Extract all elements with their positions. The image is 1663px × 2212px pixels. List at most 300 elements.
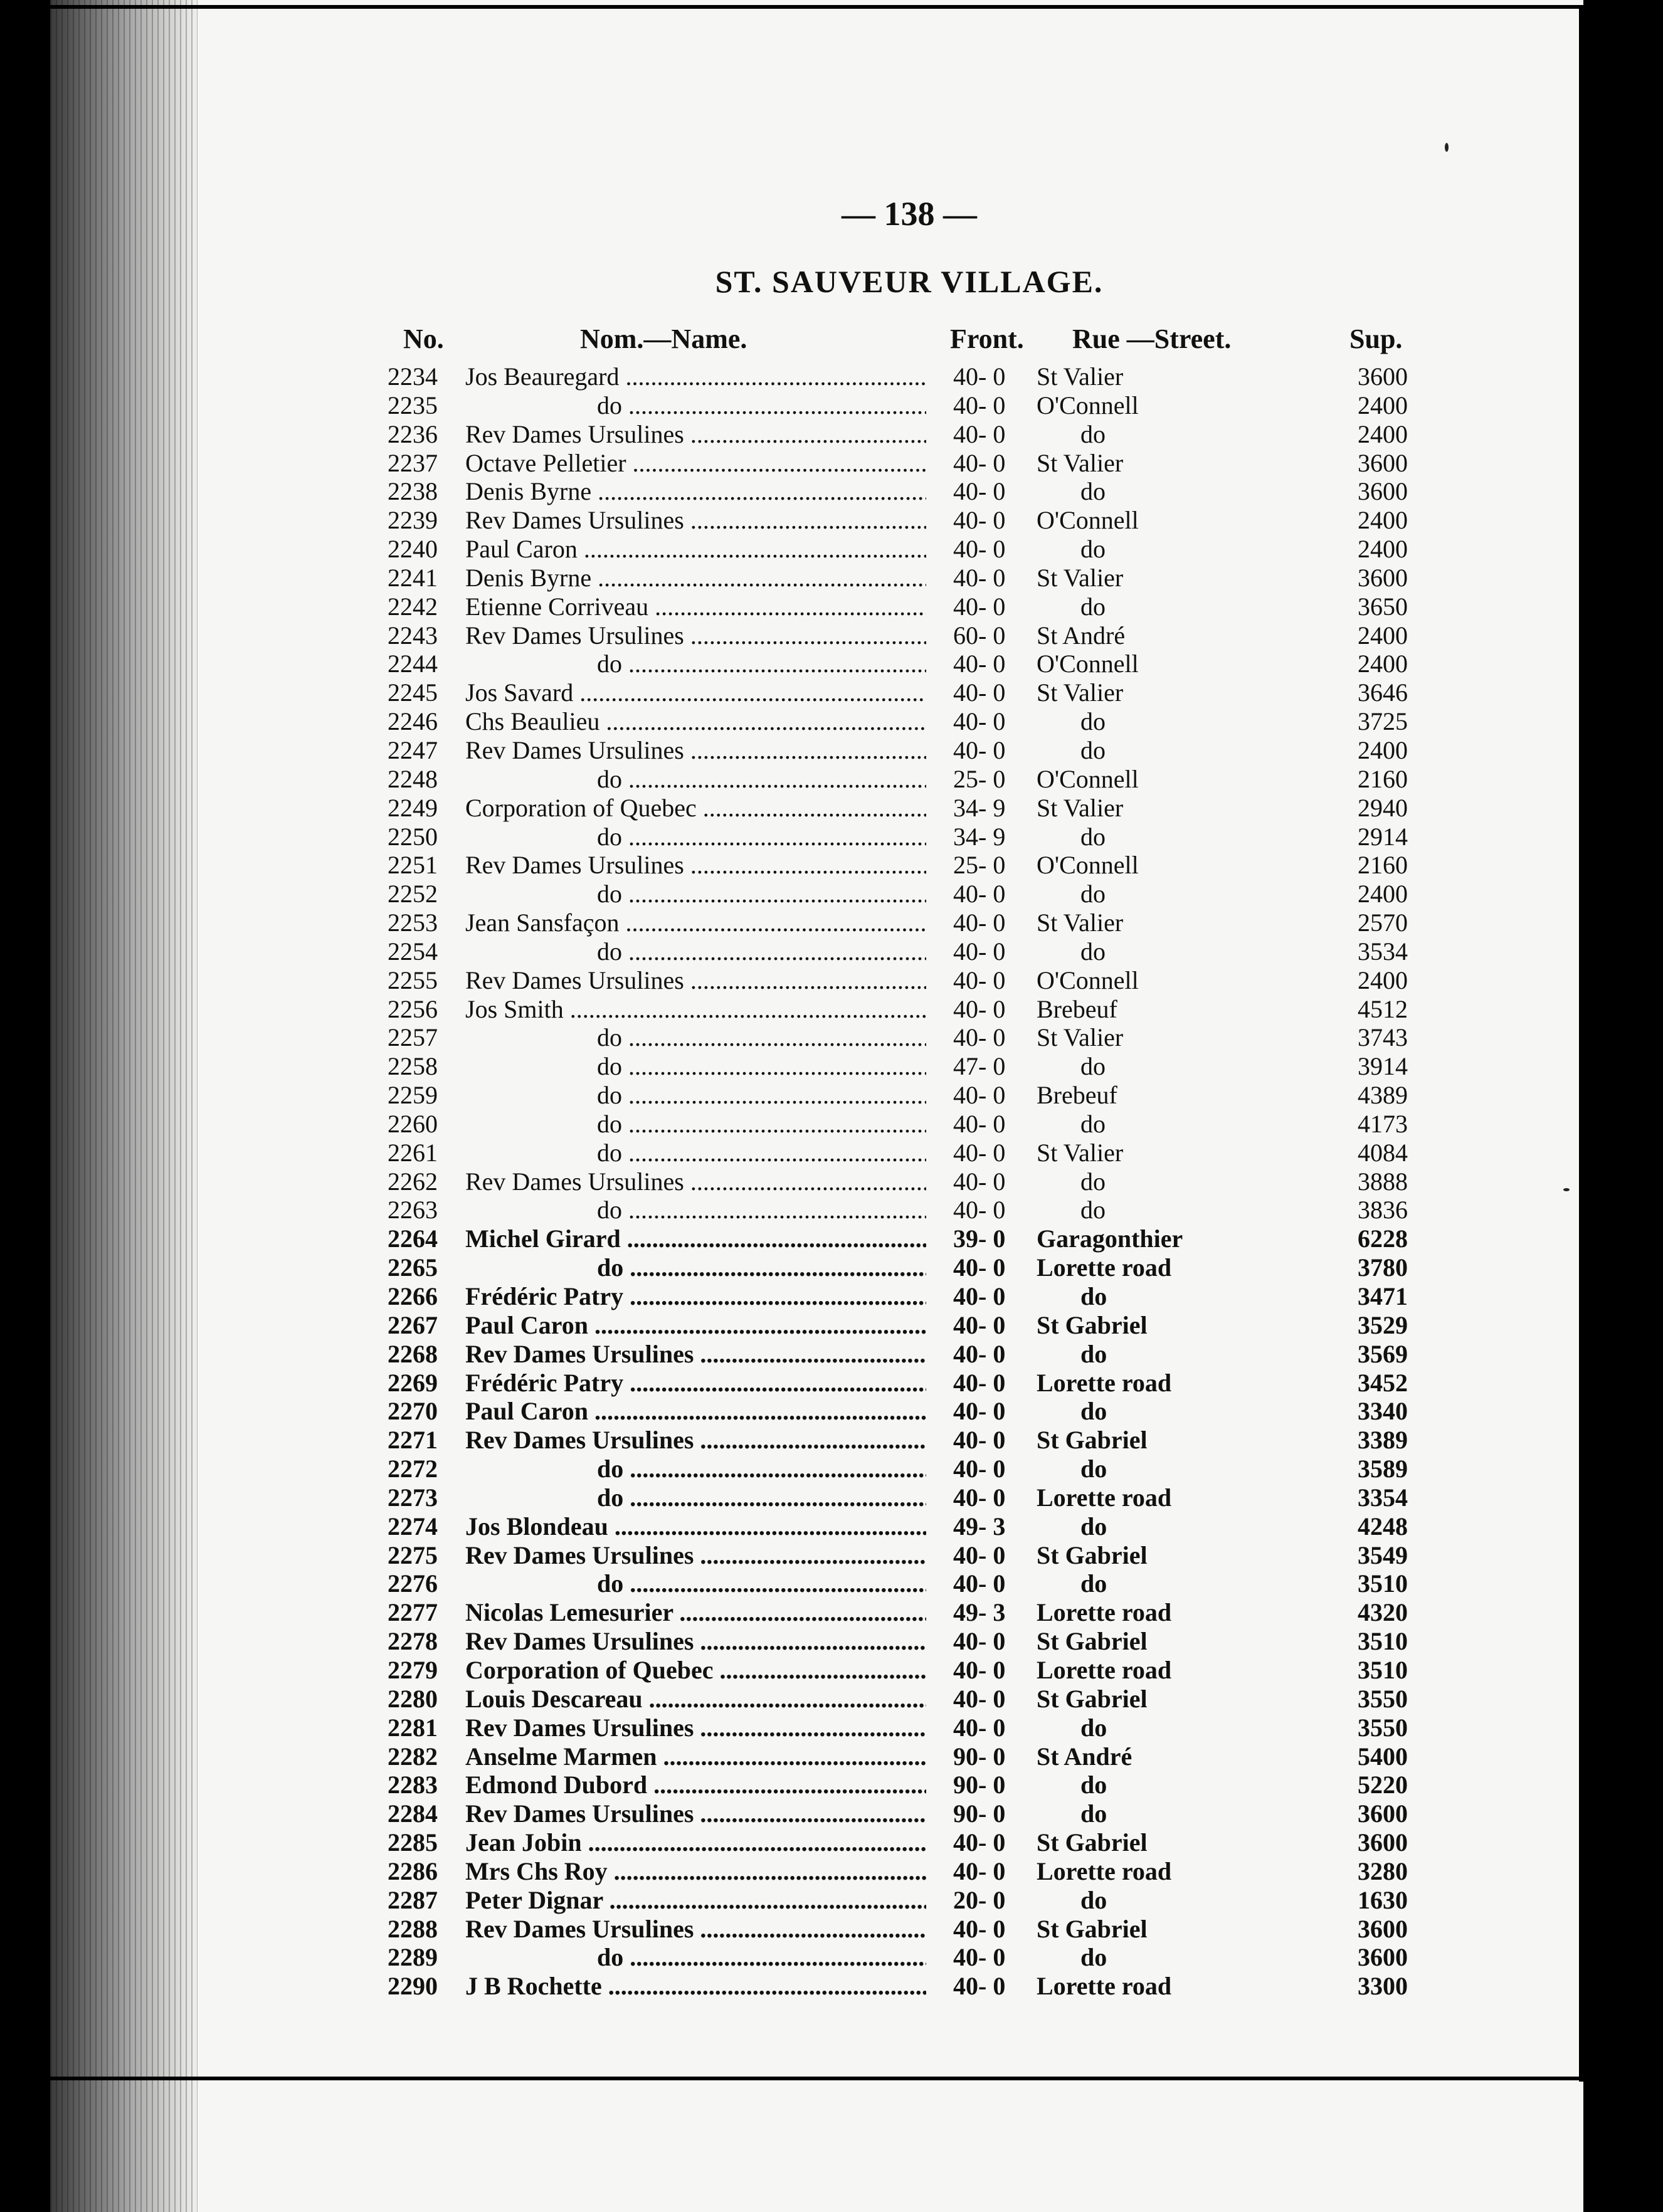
row-name: Rev Dames Ursulines .....: [465, 851, 926, 880]
row-front: 40- 0: [953, 1167, 1006, 1196]
row-name: Rev Dames Ursulines .....: [465, 1915, 926, 1944]
row-street: St Gabriel: [1037, 1828, 1148, 1857]
row-number: 2256: [388, 994, 438, 1023]
table-row: [0, 362, 1663, 391]
row-number: 2259: [388, 1081, 438, 1110]
row-street: St Valier: [1037, 1138, 1124, 1167]
row-front: 40- 0: [953, 1569, 1006, 1598]
row-name: Rev Dames Ursulines .....: [465, 1714, 926, 1742]
row-sup: 4389: [1358, 1081, 1408, 1110]
row-front: 40- 0: [953, 1023, 1006, 1052]
table-row: [0, 650, 1663, 678]
row-front: 40- 0: [953, 678, 1006, 707]
row-number: 2245: [388, 678, 438, 707]
table-row: [0, 1685, 1663, 1714]
table-row: [0, 449, 1663, 478]
table-row: [0, 1627, 1663, 1656]
row-number: 2242: [388, 592, 438, 621]
row-name: Nicolas Lemesurier .....: [465, 1598, 926, 1627]
row-sup: 3452: [1358, 1368, 1408, 1397]
row-front: 90- 0: [953, 1799, 1006, 1828]
row-front: 40- 0: [953, 735, 1006, 764]
row-number: 2269: [388, 1368, 438, 1397]
row-sup: 2400: [1358, 880, 1408, 908]
row-sup: 2160: [1358, 764, 1408, 793]
row-street: O'Connell: [1037, 650, 1139, 678]
row-number: 2275: [388, 1540, 438, 1569]
row-front: 90- 0: [953, 1771, 1006, 1799]
row-sup: 2400: [1358, 735, 1408, 764]
table-row: [0, 1455, 1663, 1483]
row-name: do .....: [465, 823, 926, 851]
table-row: [0, 1167, 1663, 1196]
row-sup: 3300: [1358, 1972, 1408, 2001]
row-front: 40- 0: [953, 419, 1006, 448]
row-number: 2261: [388, 1138, 438, 1167]
row-number: 2271: [388, 1426, 438, 1455]
row-name: Anselme Marmen .....: [465, 1742, 926, 1771]
row-number: 2262: [388, 1167, 438, 1196]
row-name: do .....: [465, 765, 926, 794]
row-name: Rev Dames Ursulines .....: [465, 506, 926, 535]
property-table: [0, 362, 1663, 2001]
row-sup: 2400: [1358, 650, 1408, 678]
row-sup: 3600: [1358, 1828, 1408, 1857]
row-name: do .....: [465, 1139, 926, 1167]
table-row: [0, 1311, 1663, 1340]
row-number: 2249: [388, 793, 438, 822]
row-name: Rev Dames Ursulines .....: [465, 736, 926, 765]
row-front: 40- 0: [953, 506, 1006, 535]
row-number: 2246: [388, 707, 438, 736]
row-name: Rev Dames Ursulines .....: [465, 1340, 926, 1369]
row-name: Paul Caron .....: [465, 1311, 926, 1340]
row-number: 2265: [388, 1253, 438, 1282]
row-number: 2276: [388, 1569, 438, 1598]
row-sup: 3600: [1358, 1914, 1408, 1943]
row-front: 40- 0: [953, 535, 1006, 564]
row-sup: 3534: [1358, 937, 1408, 966]
row-name: Paul Caron .....: [465, 1397, 926, 1426]
column-header-street: Rue —Street.: [1072, 324, 1232, 354]
table-row: [0, 1886, 1663, 1915]
row-number: 2252: [388, 880, 438, 908]
row-street: St Valier: [1037, 678, 1124, 707]
row-street: Lorette road: [1037, 1598, 1172, 1627]
table-row: [0, 966, 1663, 995]
row-sup: 3600: [1358, 362, 1408, 391]
row-number: 2237: [388, 448, 438, 477]
row-name: do .....: [465, 1253, 926, 1282]
row-front: 40- 0: [953, 563, 1006, 592]
table-row: [0, 1598, 1663, 1627]
row-front: 40- 0: [953, 1483, 1006, 1512]
row-number: 2290: [388, 1972, 438, 2001]
row-street: do: [1080, 1455, 1107, 1483]
table-row: [0, 1081, 1663, 1110]
row-number: 2278: [388, 1627, 438, 1656]
row-number: 2241: [388, 563, 438, 592]
table-row: [0, 1799, 1663, 1828]
row-front: 40- 0: [953, 1540, 1006, 1569]
row-sup: 4173: [1358, 1109, 1408, 1138]
row-name: do .....: [465, 391, 926, 420]
row-name: Chs Beaulieu .....: [465, 707, 926, 736]
row-street: Lorette road: [1037, 1972, 1172, 2001]
row-sup: 3550: [1358, 1684, 1408, 1713]
row-sup: 2400: [1358, 391, 1408, 419]
row-sup: 4084: [1358, 1138, 1408, 1167]
row-sup: 3389: [1358, 1426, 1408, 1455]
row-front: 40- 0: [953, 1943, 1006, 1972]
row-sup: 3600: [1358, 477, 1408, 506]
table-row: [0, 1512, 1663, 1541]
row-name: Jos Beauregard .....: [465, 362, 926, 391]
row-sup: 3914: [1358, 1052, 1408, 1081]
row-sup: 6228: [1358, 1224, 1408, 1253]
table-row: [0, 1714, 1663, 1742]
row-name: Jean Sansfaçon .....: [465, 908, 926, 937]
table-row: [0, 765, 1663, 794]
row-street: do: [1080, 477, 1106, 506]
row-sup: 3550: [1358, 1713, 1408, 1742]
row-number: 2235: [388, 391, 438, 419]
row-street: do: [1080, 880, 1106, 908]
row-street: do: [1080, 592, 1106, 621]
row-street: St André: [1037, 1742, 1132, 1771]
row-name: Rev Dames Ursulines .....: [465, 1541, 926, 1570]
row-street: do: [1080, 1052, 1106, 1081]
row-sup: 4248: [1358, 1512, 1408, 1540]
table-row: [0, 506, 1663, 535]
table-row: [0, 851, 1663, 880]
row-sup: 3888: [1358, 1167, 1408, 1196]
row-front: 40- 0: [953, 448, 1006, 477]
frame-top-border: [31, 5, 1630, 9]
row-street: St Gabriel: [1037, 1914, 1148, 1943]
table-row: [0, 592, 1663, 621]
table-row: [0, 1369, 1663, 1398]
table-row: [0, 1656, 1663, 1685]
row-name: Frédéric Patry .....: [465, 1282, 926, 1311]
row-street: do: [1080, 1167, 1106, 1196]
row-street: do: [1080, 535, 1106, 564]
row-number: 2244: [388, 650, 438, 678]
row-number: 2270: [388, 1397, 438, 1426]
row-street: St Gabriel: [1037, 1540, 1148, 1569]
row-name: do .....: [465, 1196, 926, 1224]
row-front: 49- 3: [953, 1598, 1006, 1627]
row-number: 2279: [388, 1655, 438, 1684]
row-name: Rev Dames Ursulines .....: [465, 621, 926, 650]
table-row: [0, 1541, 1663, 1570]
row-sup: 3280: [1358, 1856, 1408, 1885]
row-sup: 5400: [1358, 1742, 1408, 1771]
row-number: 2247: [388, 735, 438, 764]
row-number: 2250: [388, 822, 438, 851]
row-street: do: [1080, 1799, 1107, 1828]
column-header-no: No.: [403, 324, 444, 354]
row-front: 40- 0: [953, 707, 1006, 736]
row-number: 2251: [388, 851, 438, 880]
table-row: [0, 564, 1663, 592]
row-front: 25- 0: [953, 764, 1006, 793]
table-row: [0, 880, 1663, 908]
row-sup: 3743: [1358, 1023, 1408, 1052]
column-header-front: Front.: [950, 324, 1024, 354]
row-front: 40- 0: [953, 1368, 1006, 1397]
row-number: 2272: [388, 1455, 438, 1483]
row-street: St Gabriel: [1037, 1684, 1148, 1713]
row-name: do .....: [465, 650, 926, 678]
row-number: 2260: [388, 1109, 438, 1138]
row-sup: 2400: [1358, 419, 1408, 448]
row-front: 40- 0: [953, 592, 1006, 621]
row-name: Louis Descareau .....: [465, 1685, 926, 1714]
row-name: Frédéric Patry .....: [465, 1369, 926, 1398]
row-number: 2277: [388, 1598, 438, 1627]
table-row: [0, 1569, 1663, 1598]
row-street: do: [1080, 1713, 1107, 1742]
row-sup: 3510: [1358, 1655, 1408, 1684]
row-name: Jos Savard .....: [465, 678, 926, 707]
row-front: 40- 0: [953, 937, 1006, 966]
row-street: St Gabriel: [1037, 1310, 1148, 1339]
row-street: St Valier: [1037, 362, 1124, 391]
table-row: [0, 1340, 1663, 1369]
table-row: [0, 1915, 1663, 1944]
row-front: 40- 0: [953, 1282, 1006, 1310]
row-front: 40- 0: [953, 880, 1006, 908]
table-row: [0, 1052, 1663, 1081]
row-street: St Valier: [1037, 1023, 1124, 1052]
row-front: 40- 0: [953, 1713, 1006, 1742]
row-street: O'Connell: [1037, 391, 1139, 419]
row-number: 2248: [388, 764, 438, 793]
row-front: 40- 0: [953, 1627, 1006, 1656]
row-sup: 2940: [1358, 793, 1408, 822]
row-name: Corporation of Quebec .....: [465, 1656, 926, 1685]
table-row: [0, 391, 1663, 420]
table-row: [0, 1483, 1663, 1512]
table-row: [0, 1771, 1663, 1799]
row-name: do .....: [465, 1569, 926, 1598]
row-name: Jos Blondeau .....: [465, 1512, 926, 1541]
table-row: [0, 678, 1663, 707]
table-row: [0, 1943, 1663, 1972]
row-street: O'Connell: [1037, 966, 1139, 994]
row-front: 40- 0: [953, 1109, 1006, 1138]
row-sup: 4512: [1358, 994, 1408, 1023]
table-row: [0, 707, 1663, 736]
row-name: do .....: [465, 1081, 926, 1110]
row-number: 2267: [388, 1310, 438, 1339]
row-number: 2255: [388, 966, 438, 994]
row-sup: 3725: [1358, 707, 1408, 736]
row-number: 2234: [388, 362, 438, 391]
row-number: 2281: [388, 1713, 438, 1742]
row-name: do .....: [465, 1455, 926, 1483]
row-name: Mrs Chs Roy .....: [465, 1857, 926, 1886]
table-row: [0, 621, 1663, 650]
row-name: Jean Jobin .....: [465, 1828, 926, 1857]
row-street: do: [1080, 735, 1106, 764]
table-row: [0, 1397, 1663, 1426]
row-front: 40- 0: [953, 1655, 1006, 1684]
row-number: 2273: [388, 1483, 438, 1512]
row-street: O'Connell: [1037, 851, 1139, 880]
row-front: 34- 9: [953, 793, 1006, 822]
row-name: J B Rochette .....: [465, 1972, 926, 2001]
row-front: 90- 0: [953, 1742, 1006, 1771]
row-front: 40- 0: [953, 391, 1006, 419]
row-sup: 3600: [1358, 1943, 1408, 1972]
row-front: 40- 0: [953, 1684, 1006, 1713]
row-sup: 2400: [1358, 621, 1408, 650]
row-front: 40- 0: [953, 1253, 1006, 1282]
row-sup: 3836: [1358, 1196, 1408, 1224]
row-street: do: [1080, 1109, 1106, 1138]
table-row: [0, 937, 1663, 966]
ink-speck: [1445, 143, 1449, 152]
row-number: 2285: [388, 1828, 438, 1857]
row-name: Octave Pelletier .....: [465, 449, 926, 478]
row-street: do: [1080, 1943, 1107, 1972]
row-street: Brebeuf: [1037, 1081, 1117, 1110]
table-row: [0, 420, 1663, 449]
row-name: do .....: [465, 1483, 926, 1512]
row-name: do .....: [465, 1943, 926, 1972]
row-front: 40- 0: [953, 362, 1006, 391]
row-number: 2280: [388, 1684, 438, 1713]
row-sup: 3589: [1358, 1455, 1408, 1483]
row-number: 2238: [388, 477, 438, 506]
row-name: Edmond Dubord .....: [465, 1771, 926, 1799]
row-number: 2284: [388, 1799, 438, 1828]
row-number: 2282: [388, 1742, 438, 1771]
row-name: Rev Dames Ursulines .....: [465, 420, 926, 449]
row-street: Lorette road: [1037, 1655, 1172, 1684]
row-sup: 3600: [1358, 563, 1408, 592]
page-number: — 138 —: [842, 195, 977, 233]
table-row: [0, 1224, 1663, 1253]
row-sup: 2160: [1358, 851, 1408, 880]
row-name: Jos Smith .....: [465, 995, 926, 1024]
row-number: 2263: [388, 1196, 438, 1224]
row-front: 40- 0: [953, 1081, 1006, 1110]
row-front: 40- 0: [953, 1856, 1006, 1885]
table-row: [0, 1857, 1663, 1886]
row-number: 2264: [388, 1224, 438, 1253]
row-front: 40- 0: [953, 1455, 1006, 1483]
frame-bottom-border: [31, 2077, 1584, 2080]
row-street: do: [1080, 1397, 1107, 1426]
row-street: St Valier: [1037, 908, 1124, 937]
row-street: St Valier: [1037, 448, 1124, 477]
row-sup: 3600: [1358, 448, 1408, 477]
row-number: 2254: [388, 937, 438, 966]
row-front: 49- 3: [953, 1512, 1006, 1540]
row-name: do .....: [465, 880, 926, 908]
row-street: do: [1080, 1771, 1107, 1799]
row-sup: 3510: [1358, 1627, 1408, 1656]
row-street: do: [1080, 1339, 1107, 1368]
table-row: [0, 736, 1663, 765]
row-name: Rev Dames Ursulines .....: [465, 1426, 926, 1455]
row-number: 2289: [388, 1943, 438, 1972]
row-name: Corporation of Quebec .....: [465, 794, 926, 823]
row-street: St Gabriel: [1037, 1426, 1148, 1455]
row-street: do: [1080, 1512, 1107, 1540]
row-sup: 3569: [1358, 1339, 1408, 1368]
row-name: Rev Dames Ursulines .....: [465, 1167, 926, 1196]
row-street: do: [1080, 822, 1106, 851]
row-sup: 3529: [1358, 1310, 1408, 1339]
row-sup: 3471: [1358, 1282, 1408, 1310]
row-street: do: [1080, 1282, 1107, 1310]
row-street: do: [1080, 937, 1106, 966]
table-row: [0, 1110, 1663, 1139]
row-name: Denis Byrne .....: [465, 477, 926, 506]
table-row: [0, 535, 1663, 564]
row-front: 40- 0: [953, 966, 1006, 994]
row-street: Lorette road: [1037, 1856, 1172, 1885]
table-row: [0, 1426, 1663, 1455]
row-street: Lorette road: [1037, 1253, 1172, 1282]
row-front: 39- 0: [953, 1224, 1006, 1253]
row-sup: 5220: [1358, 1771, 1408, 1799]
row-front: 40- 0: [953, 1310, 1006, 1339]
row-front: 47- 0: [953, 1052, 1006, 1081]
page-title: ST. SAUVEUR VILLAGE.: [715, 264, 1104, 299]
row-sup: 2570: [1358, 908, 1408, 937]
row-front: 40- 0: [953, 1828, 1006, 1857]
table-row: [0, 908, 1663, 937]
row-street: Brebeuf: [1037, 994, 1117, 1023]
row-sup: 3646: [1358, 678, 1408, 707]
row-sup: 3780: [1358, 1253, 1408, 1282]
row-name: Rev Dames Ursulines .....: [465, 1799, 926, 1828]
row-sup: 2400: [1358, 535, 1408, 564]
row-front: 40- 0: [953, 477, 1006, 506]
row-sup: 2914: [1358, 822, 1408, 851]
table-row: [0, 1972, 1663, 2001]
row-front: 40- 0: [953, 1138, 1006, 1167]
table-row: [0, 823, 1663, 851]
row-front: 25- 0: [953, 851, 1006, 880]
row-sup: 3354: [1358, 1483, 1408, 1512]
row-number: 2257: [388, 1023, 438, 1052]
row-name: Denis Byrne .....: [465, 564, 926, 592]
row-street: do: [1080, 707, 1106, 736]
row-sup: 4320: [1358, 1598, 1408, 1627]
row-sup: 3650: [1358, 592, 1408, 621]
row-street: Lorette road: [1037, 1368, 1172, 1397]
row-sup: 3600: [1358, 1799, 1408, 1828]
row-street: Garagonthier: [1037, 1224, 1183, 1253]
row-sup: 3340: [1358, 1397, 1408, 1426]
row-number: 2268: [388, 1339, 438, 1368]
row-number: 2239: [388, 506, 438, 535]
row-street: do: [1080, 1196, 1106, 1224]
row-number: 2240: [388, 535, 438, 564]
row-front: 60- 0: [953, 621, 1006, 650]
row-number: 2236: [388, 419, 438, 448]
row-number: 2288: [388, 1914, 438, 1943]
row-front: 40- 0: [953, 1972, 1006, 2001]
row-street: O'Connell: [1037, 506, 1139, 535]
row-number: 2258: [388, 1052, 438, 1081]
